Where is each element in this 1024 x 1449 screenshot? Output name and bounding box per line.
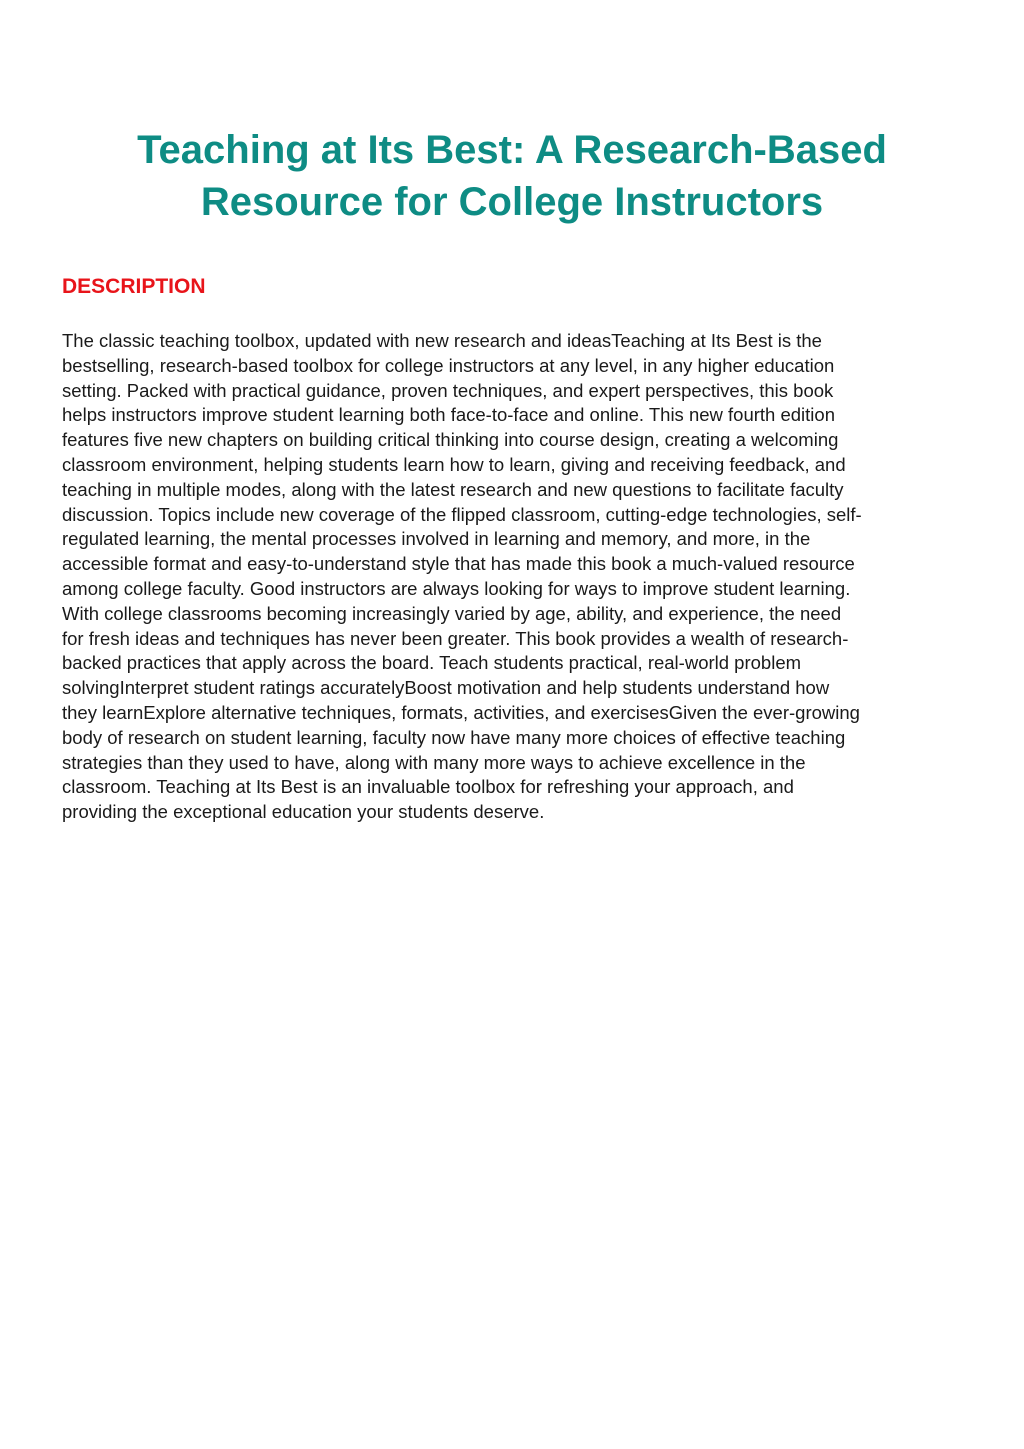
description-line: backed practices that apply across the board. Teach students practical, real-world problem xyxy=(62,652,802,674)
description-line: regulated learning, the mental processes involved in learning and memory, and more, in the xyxy=(62,528,811,550)
description-line: With college classrooms becoming increasingly varied by age, ability, and experience, the need xyxy=(62,602,842,624)
description-line: among college faculty. Good instructors are always looking for ways to improve student learning. xyxy=(62,577,851,599)
description-line: classroom environment, helping students learn how to learn, giving and receiving feedback, and xyxy=(62,453,846,475)
description-text xyxy=(62,329,964,825)
description-line: strategies than they used to have, along with many more ways to achieve excellence in the xyxy=(62,751,806,773)
description-line: classroom. Teaching at Its Best is an invaluable toolbox for refreshing your approach, and xyxy=(62,776,794,798)
document-title-line-1: Teaching at Its Best: A Research-Based xyxy=(137,128,887,172)
description-line: solvingInterpret student ratings accuratelyBoost motivation and help students understand how xyxy=(62,677,830,699)
description-line: The classic teaching toolbox, updated with new research and ideasTeaching at Its Best is the xyxy=(62,330,822,351)
description-line: teaching in multiple modes, along with the latest research and new questions to facilitate faculty xyxy=(62,478,844,500)
description-line: helps instructors improve student learning both face-to-face and online. This new fourth edition xyxy=(62,404,835,426)
description-line: discussion. Topics include new coverage of the flipped classroom, cutting-edge technologies, self- xyxy=(62,503,862,525)
document-title-line-2: Resource for College Instructors xyxy=(200,180,824,224)
description-line: body of research on student learning, faculty now have many more choices of effective teaching xyxy=(62,726,846,748)
description-line: bestselling, research-based toolbox for college instructors at any level, in any higher education xyxy=(62,354,835,376)
description-heading: DESCRIPTION xyxy=(62,275,206,298)
description-line: providing the exceptional education your students deserve. xyxy=(62,801,545,823)
description-line: features five new chapters on building critical thinking into course design, creating a welcoming xyxy=(62,429,839,451)
description-line: accessible format and easy-to-understand style that has made this book a much-valued resource xyxy=(62,553,855,575)
description-line: they learnExplore alternative techniques, formats, activities, and exercisesGiven the ever-growing xyxy=(62,701,860,723)
document-title xyxy=(62,124,962,228)
description-line: setting. Packed with practical guidance, proven techniques, and expert perspectives, this book xyxy=(62,379,834,401)
description-line: for fresh ideas and techniques has never been greater. This book provides a wealth of research- xyxy=(62,627,849,649)
